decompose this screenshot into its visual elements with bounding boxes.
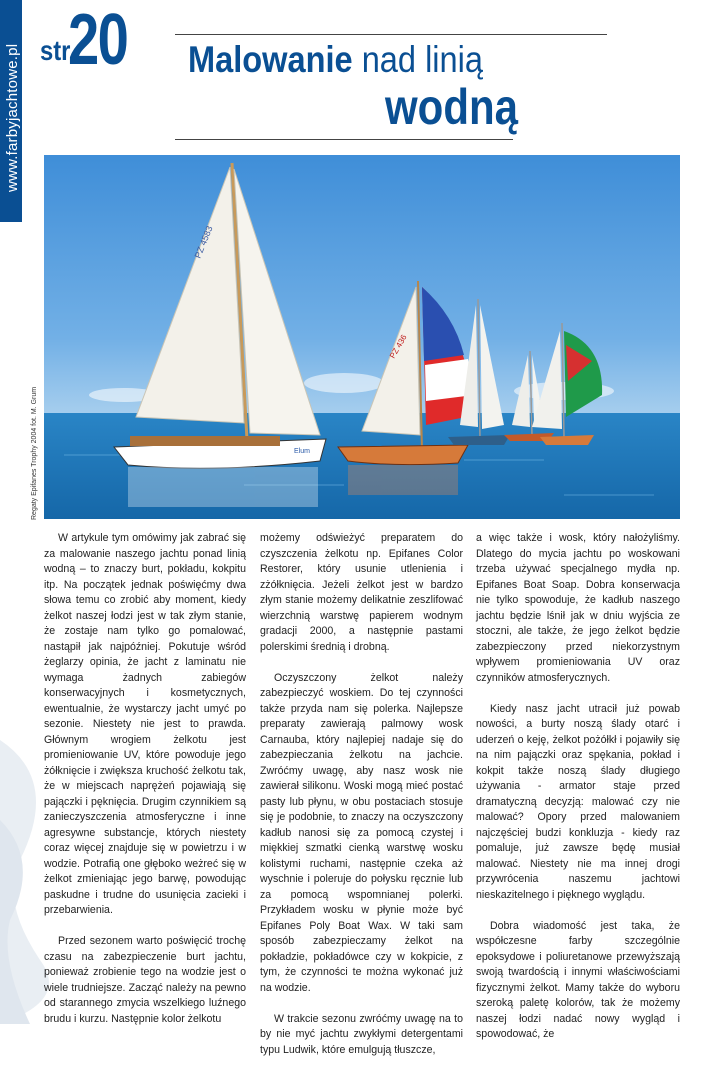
photo-credit: Regaty Epifanes Trophy 2004 fot. M. Grum [31, 386, 38, 520]
hull-name: Elum [294, 448, 310, 455]
regatta-illustration [44, 155, 680, 519]
paragraph: Oczyszczony żelkot należy zabezpieczyć woskiem. Do tej czynności także przyda nam się polerka. Najlepsze preparaty zawierają palmowy wosk Carnauba, który najlepiej nadaje się do zabezpieczania żelkotu na jachcie. Zwróćmy uwagę, aby nasz wosk nie zawierał silikonu. Woski mogą mieć postać pasty lub płynu, w obu postaciach stosuje się je podobnie, to znaczy na oczyszczony kadłub nanosi się za pomocą czystej i miękkiej szmatki cienką warstwę wosku kolistymi ruchami, następnie czeka aż wyschnie i poleruje do połysku ręcznie lub za pomocą wspomnianej polerki. Przykładem wosku w płynie może być Epifanes Poly Boat Wax. W taki sam sposób zabezpieczamy żelkot na pokładzie, pokładówce czy w kokpicie, z tym, że czynności te można wykonać już na wodzie. [260, 671, 463, 994]
paragraph: możemy odświeżyć preparatem do czyszczenia żelkotu np. Epifanes Color Restorer, który usunie utlenienia i zżółknięcia. Jeżeli żelkot jest w bardzo złym stanie możemy delikatnie zeszlifować wierzchnią warstwę papierem wodnym gradacji 2000, a następnie pastami polerskimi średnią i drobną. [260, 532, 463, 653]
sidebar-tab [0, 0, 22, 222]
bottom-rule [175, 139, 513, 140]
sail-number-spinnaker: PZ 436 [387, 333, 409, 360]
website-url[interactable]: www.farbyjachtowe.pl [4, 43, 21, 192]
article-title-line1 [188, 41, 483, 78]
title-bold: Malowanie [188, 39, 353, 80]
title-light: nad linią [361, 39, 484, 80]
sail-number-large: PZ 4583 [192, 224, 215, 260]
page-number: 20 [67, 0, 128, 80]
paragraph: Dobra wiadomość jest taka, że współczesne farby szczególnie epoksydowe i poliuretanowe przewyższają swoją twardością i innymi właściwościami fizycznymi żelkot. Mamy także do wyboru szeroką paletę kolorów, tak że możemy naszej łodzi nadać nowy wygląd i spowodować, że [476, 919, 680, 1040]
paragraph: W artykule tym omówimy jak zabrać się za malowanie naszego jachtu ponad linią wodną – to znaczy burt, pokładu, kokpitu itp. Na początek jednak poświęćmy dwa słowa temu co zrobić aby moment, kiedy żelkot naszej łodzi jest w tak złym stanie, że zostaje nam tylko go pomalować, nastąpił jak najpóźniej. Pokutuje wśród żeglarzy opinia, że jacht z laminatu nie wymaga żadnych zabiegów konserwacyjnych i kosmetycznych, ewentualnie, że wystarczy jacht umyć po sezonie. Niestety nie jest to prawda. Głównym wrogiem żelkotu jest promieniowanie UV, które powoduje jego żółknięcie i zwiększa kruchość żelkotu tak, że w miejscach naprężeń pojawiają się pajączki i pęknięcia. Drugim czynnikiem są zanieczyszczenia atmosferyczne i inne agresywne substancje, których niestety coraz więcej znajduje się w powietrzu i w wodzie. Potrafią one głęboko weżreć się w żelkot zmieniając jego barwę, powodując paskudne i trudne do usunięcia zacieki i przebarwienia. [44, 532, 246, 916]
article-column-1 [44, 531, 246, 1043]
article-column-2 [260, 531, 463, 1074]
page-prefix: str [40, 35, 71, 66]
regatta-photo [44, 155, 680, 519]
top-rule [175, 34, 607, 35]
article-column-3 [476, 531, 680, 1058]
page-number-label [40, 0, 144, 80]
paragraph: Przed sezonem warto poświęcić trochę czasu na zabezpieczenie burt jachtu, ponieważ zrobienie tego na wodzie jest o wiele trudniejsze. Zacząć należy na pewno od starannego zmycia wszelkiego luźnego brudu i kurzu. Następnie kolor żelkotu [44, 935, 246, 1025]
paragraph: W trakcie sezonu zwróćmy uwagę na to by nie myć jachtu zwykłymi detergentami typu Ludwik, które emulgują tłuszcze, [260, 1012, 463, 1056]
paragraph: Kiedy nasz jacht utracił już powab nowości, a burty noszą ślady otarć i uderzeń o keję, żelkot pożółkł i pojawiły się na nim pajączki oraz spękania, pokład i kokpit także noszą ślady długiego używania - armator staje przed dramatyczną decyzją: malować czy nie malować? Opory przed malowaniem najczęściej budzi konkluzja - kiedy raz pomaluje, już zawsze będę musiał malować. Niestety nie ma innej drogi przywrócenia naszemu jachtowi nieskazitelnego i pięknego wyglądu. [476, 702, 680, 901]
article-title-line2: wodną [385, 79, 518, 135]
paragraph: a więc także i wosk, który nałożyliśmy. Dlatego do mycia jachtu po woskowani trzeba używać specjalnego mydła np. Epifanes Boat Soap. Dobra konserwacja nie tylko spowoduje, że kadłub naszego jachtu będzie lśnił jak w dniu wyjścia ze stoczni, ale także, że jego żelkot będzie zabezpieczony przed niekorzystnym wpływem promieniowania UV oraz czynników atmosferycznych. [476, 532, 680, 684]
